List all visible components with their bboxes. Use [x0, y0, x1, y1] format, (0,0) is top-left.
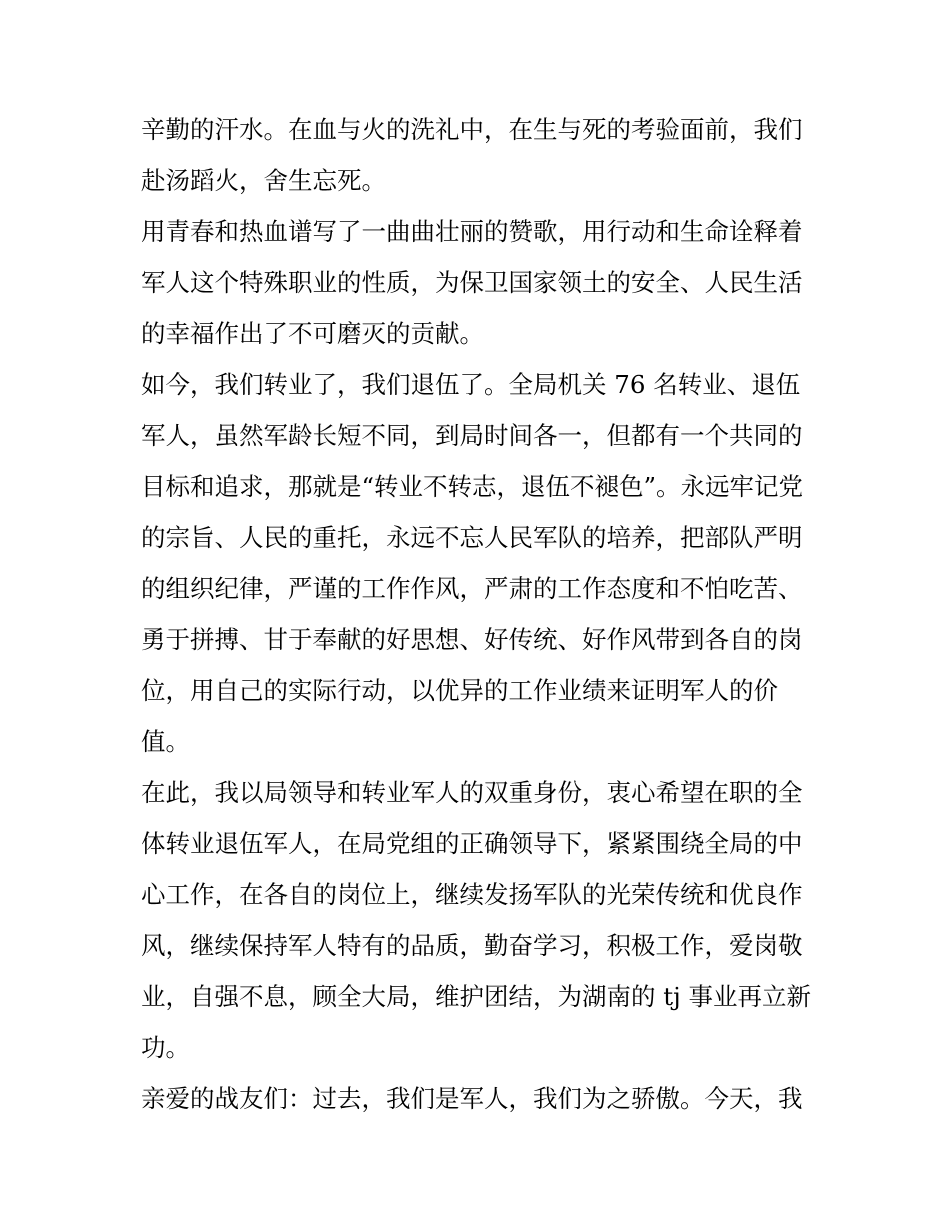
text-line: 位，用自己的实际行动，以优异的工作业绩来证明军人的价	[141, 676, 778, 705]
body-text	[141, 104, 821, 1124]
text-line: 的宗旨、人民的重托，永远不忘人民军队的培养，把部队严明	[141, 523, 803, 552]
text-line: 军人，虽然军龄长短不同，到局时间各一，但都有一个共同的	[141, 421, 803, 450]
text-line: 值。	[141, 727, 190, 756]
text-line: 用青春和热血谱写了一曲曲壮丽的赞歌，用行动和生命诠释着	[141, 217, 803, 246]
text-line: 如今，我们转业了，我们退伍了。全局机关 76 名转业、退伍	[141, 370, 801, 399]
text-line: 目标和追求，那就是“转业不转志，退伍不褪色”。永远牢记党	[141, 472, 804, 501]
text-line: 的组织纪律，严谨的工作作风，严肃的工作态度和不怕吃苦、	[141, 574, 803, 603]
text-line: 功。	[141, 1033, 190, 1062]
text-line: 辛勤的汗水。在血与火的洗礼中，在生与死的考验面前，我们	[141, 115, 803, 144]
text-line: 赴汤蹈火，舍生忘死。	[141, 166, 386, 195]
text-line: 业，自强不息，顾全大局，维护团结，为湖南的 tj 事业再立新	[141, 982, 812, 1011]
text-line: 勇于拼搏、甘于奉献的好思想、好传统、好作风带到各自的岗	[141, 625, 803, 654]
text-line: 的幸福作出了不可磨灭的贡献。	[141, 319, 484, 348]
text-line: 风，继续保持军人特有的品质，勤奋学习，积极工作，爱岗敬	[141, 931, 803, 960]
text-line: 心工作，在各自的岗位上，继续发扬军队的光荣传统和优良作	[141, 880, 803, 909]
text-line: 体转业退伍军人，在局党组的正确领导下，紧紧围绕全局的中	[141, 829, 803, 858]
text-line: 在此，我以局领导和转业军人的双重身份，衷心希望在职的全	[141, 778, 803, 807]
text-line: 军人这个特殊职业的性质，为保卫国家领土的安全、人民生活	[141, 268, 803, 297]
text-line: 亲爱的战友们：过去，我们是军人，我们为之骄傲。今天，我	[141, 1084, 803, 1113]
